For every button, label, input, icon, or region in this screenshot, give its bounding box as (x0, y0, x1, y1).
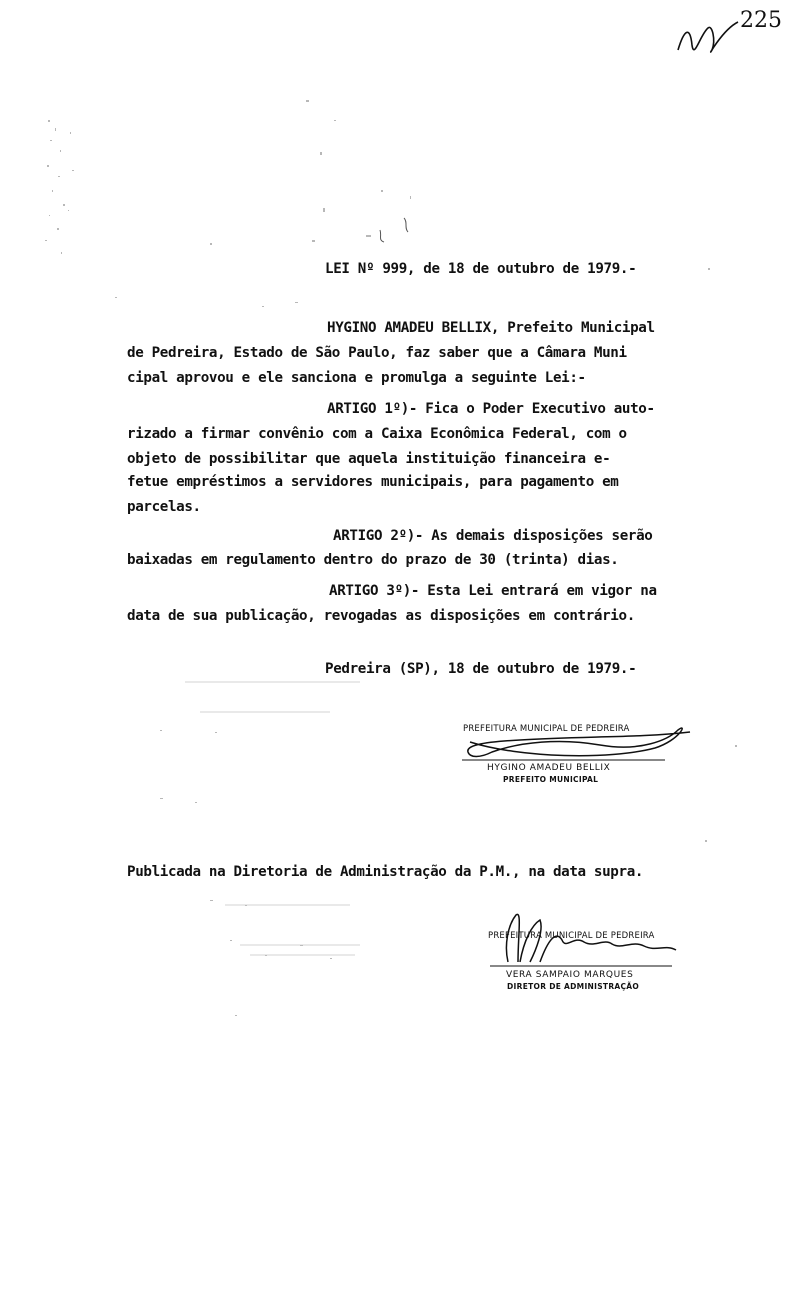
stamp-2-role: DIRETOR DE ADMINISTRAÇÃO (507, 982, 640, 991)
article-2-line-1: ARTIGO 2º)- As demais disposições serão (333, 528, 653, 544)
preamble-line-2: de Pedreira, Estado de São Paulo, faz saber que a Câmara Muni (127, 345, 627, 361)
article-1-line-2: rizado a firmar convênio com a Caixa Econômica Federal, com o (127, 426, 627, 442)
stamp-1-name: HYGINO AMADEU BELLIX (487, 763, 611, 773)
article-1-line-5: parcelas. (127, 499, 201, 515)
law-heading: LEI Nº 999, de 18 de outubro de 1979.- (325, 261, 637, 277)
stamp-1-title: PREFEITURA MUNICIPAL DE PEDREIRA (463, 724, 630, 734)
preamble-line-3: cipal aprovou e ele sanciona e promulga a seguinte Lei:- (127, 370, 586, 386)
place-and-date: Pedreira (SP), 18 de outubro de 1979.- (325, 661, 637, 677)
publication-note: Publicada na Diretoria de Administração da P.M., na data supra. (127, 864, 644, 880)
article-2-line-2: baixadas em regulamento dentro do prazo de 30 (trinta) dias. (127, 552, 619, 568)
article-1-line-1: ARTIGO 1º)- Fica o Poder Executivo auto- (327, 401, 655, 417)
article-1-line-3: objeto de possibilitar que aquela instituição financeira e- (127, 451, 611, 467)
article-3-line-1: ARTIGO 3º)- Esta Lei entrará em vigor na (329, 583, 657, 599)
top-rubric-signature (678, 22, 738, 52)
preamble-line-1: HYGINO AMADEU BELLIX, Prefeito Municipal (327, 320, 655, 336)
article-3-line-2: data de sua publicação, revogadas as disposições em contrário. (127, 608, 635, 624)
article-1-line-4: fetue empréstimos a servidores municipais, para pagamento em (127, 474, 619, 490)
page-number: 225 (740, 8, 782, 33)
stamp-2-name: VERA SAMPAIO MARQUES (506, 970, 634, 980)
stamp-2-title: PREFEITURA MUNICIPAL DE PEDREIRA (488, 931, 655, 941)
stamp-1-role: PREFEITO MUNICIPAL (503, 775, 599, 784)
